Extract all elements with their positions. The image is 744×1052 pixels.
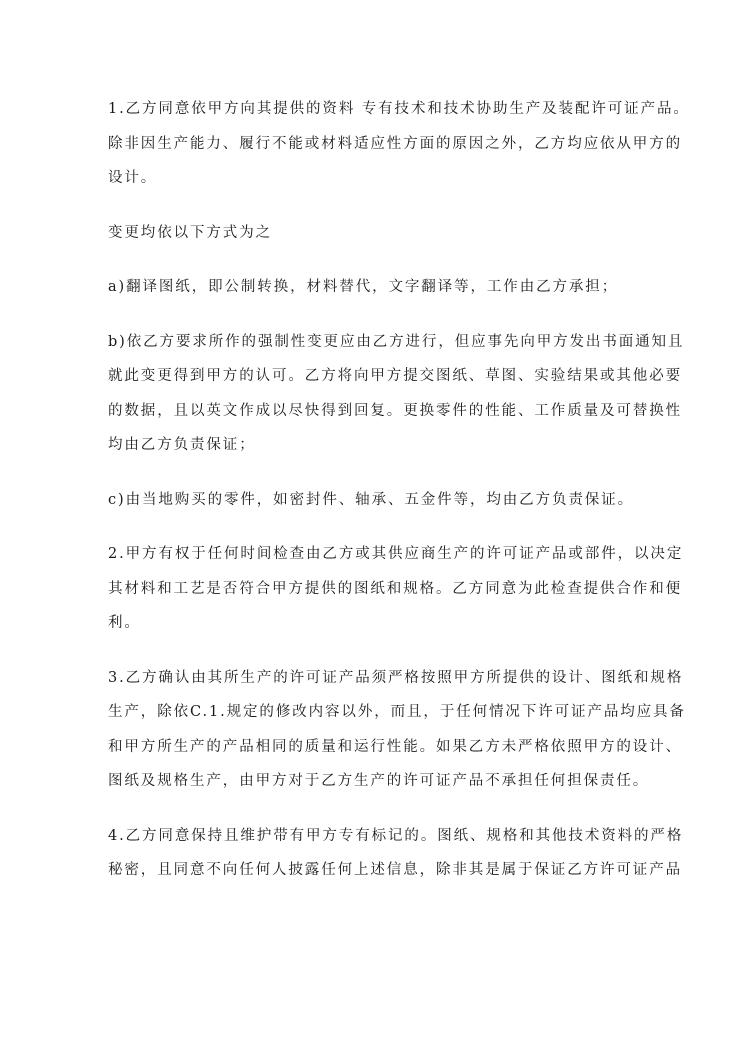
text-line: 秘密，且同意不向任何人披露任何上述信息，除非其是属于保证乙方许可证产品 [108,862,682,878]
text-line: b)依乙方要求所作的强制性变更应由乙方进行，但应事先向甲方发出书面通知且 [108,333,685,350]
paragraph-clause-4 [108,819,684,888]
paragraph-clause-2 [108,537,684,641]
paragraph-item-c [108,483,643,518]
text-line: 3.乙方确认由其所生产的许可证产品须严格按照甲方所提供的设计、图纸和规格 [108,669,684,686]
text-line: 除非因生产能力、履行不能或材料适应性方面的原因之外，乙方均应依从甲方的 [108,135,682,152]
text-line: 生产，除依C.1.规定的修改内容以外，而且，于任何情况下许可证产品均应具备 [108,704,686,720]
text-line: 和甲方所生产的产品相同的质量和运行性能。如果乙方未严格依照甲方的设计、 [108,738,682,755]
text-line: c)由当地购买的零件，如密封件、轴承、五金件等，均由乙方负责保证。 [108,491,634,508]
text-line: a)翻译图纸，即公制转换，材料替代，文字翻译等，工作由乙方承担； [108,279,619,295]
paragraph-item-a [108,270,643,305]
text-line: 1.乙方同意依甲方向其提供的资料 专有技术和技术协助生产及装配许可证产品。 [108,101,690,117]
document-body [108,92,690,908]
text-line: 设计。 [108,170,158,186]
paragraph-change-intro [108,216,643,251]
text-line: 其材料和工艺是否符合甲方提供的图纸和规格。乙方同意为此检查提供合作和便 [108,580,682,597]
text-line: 的数据，且以英文作成以尽快得到回复。更换零件的性能、工作质量及可替换性 [108,402,682,419]
text-line: 4.乙方同意保持且维护带有甲方专有标记的。图纸、规格和其他技术资料的严格 [108,827,684,844]
text-line: 均由乙方负责保证； [108,437,256,453]
text-line: 变更均依以下方式为之 [108,224,272,241]
text-line: 图纸及规格生产，由甲方对于乙方生产的许可证产品不承担任何担保责任。 [108,773,650,789]
paragraph-clause-3 [108,661,686,799]
text-line: 就此变更得到甲方的认可。乙方将向甲方提交图纸、草图、实验结果或其他必要 [108,368,682,384]
paragraph-item-b [108,325,685,463]
text-line: 2.甲方有权于任何时间检查由乙方或其供应商生产的许可证产品或部件，以决定 [108,546,684,562]
paragraph-clause-1 [108,92,690,196]
text-line: 利。 [108,615,141,631]
